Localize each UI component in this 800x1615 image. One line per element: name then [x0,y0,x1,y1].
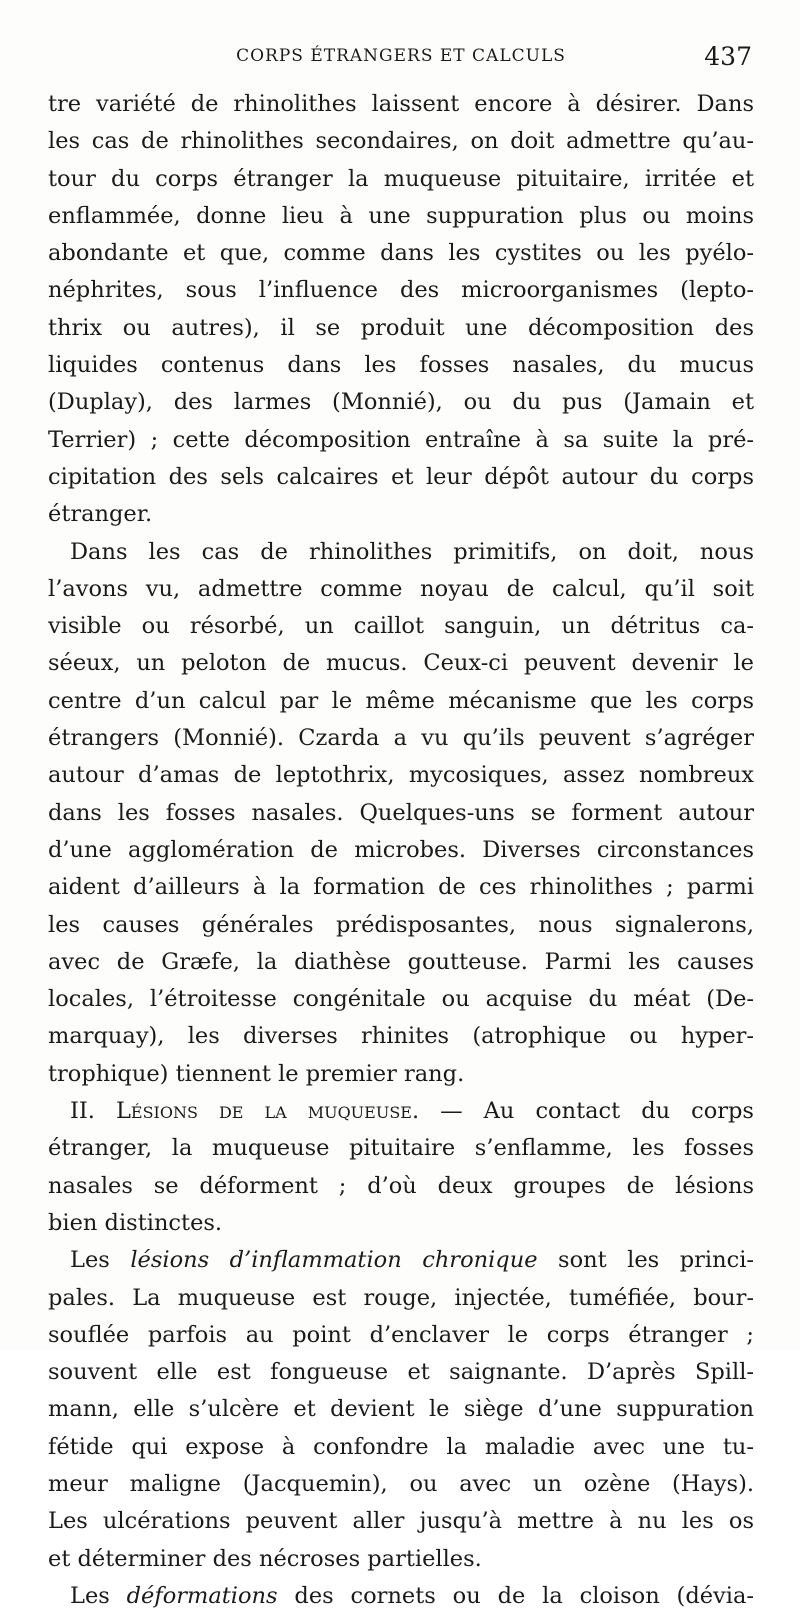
text-line: meur maligne (Jacquemin), ou avec un ozène (Hays). [48,1470,754,1497]
section-heading-continuation: — Au contact du corps [419,1098,754,1125]
text-line: autour d’amas de leptothrix, mycosiques, assez nombreux [48,762,754,789]
text-line: étranger, la muqueuse pituitaire s’enflamme, les fosses [48,1135,754,1162]
running-head [48,42,754,76]
text-line: aident d’ailleurs à la formation de ces rhinolithes ; parmi [48,874,754,901]
text-line: marquay), les diverses rhinites (atrophique ou hyper- [48,1023,754,1050]
text-line: d’une agglomération de microbes. Diverses circonstances [48,836,754,863]
text-line: séeux, un peloton de mucus. Ceux-ci peuvent devenir le [48,650,754,677]
text-line: les cas de rhinolithes secondaires, on doit admettre qu’au- [48,128,754,155]
text-line: étrangers (Monnié). Czarda a vu qu’ils peuvent s’agréger [48,725,754,752]
text-line: liquides contenus dans les fosses nasales, du mucus [48,352,754,379]
text-line: les causes générales prédisposantes, nous signalerons, [48,911,754,938]
text-line: avec de Græfe, la diathèse goutteuse. Parmi les causes [48,948,754,975]
text-line: et déterminer des nécroses partielles. [48,1545,482,1572]
text-line: souvent elle est fongueuse et saignante. D’après Spill- [48,1359,754,1386]
text-line: dans les fosses nasales. Quelques-uns se forment autour [48,799,754,826]
text-run: Les [70,1582,127,1609]
text-line: enflammée, donne lieu à une suppuration plus ou moins [48,202,754,229]
text-line: trophique) tiennent le premier rang. [48,1060,465,1087]
text-line: fétide qui expose à confondre la maladie avec une tu- [48,1433,754,1460]
text-run: Les [70,1247,131,1274]
text-line: Les ulcérations peuvent aller jusqu’à mettre à nu les os [48,1508,754,1535]
text-line: cipitation des sels calcaires et leur dépôt autour du corps [48,463,754,490]
italic-term: déformations [126,1582,278,1609]
text-line: tre variété de rhinolithes laissent encore à désirer. Dans [48,91,754,117]
section-heading-line [48,1093,754,1130]
italic-term: lésions d’inflammation chronique [130,1247,538,1274]
text-line: (Duplay), des larmes (Monnié), ou du pus (Jamain et [48,389,754,416]
running-title: CORPS ÉTRANGERS ET CALCULS [236,46,566,66]
paragraph-first-line [48,1242,754,1279]
text-line: mann, elle s’ulcère et devient le siège d’une suppuration [48,1396,754,1423]
text-line: bien distinctes. [48,1209,223,1236]
text-line: Terrier) ; cette décomposition entraîne à sa suite la pré- [48,426,754,453]
text-line: souflée parfois au point d’enclaver le corps étranger ; [48,1321,754,1348]
text-line: néphrites, sous l’influence des microorganismes (lepto- [48,277,754,304]
paragraph-first-line: Dans les cas de rhinolithes primitifs, on doit, nous [70,538,754,565]
text-line: tour du corps étranger la muqueuse pituitaire, irritée et [48,165,754,192]
text-line: visible ou résorbé, un caillot sanguin, un détritus ca- [48,613,754,640]
page-number: 437 [704,42,752,71]
body-text [48,86,754,1615]
paragraph-first-line [48,1578,754,1615]
text-line: locales, l’étroitesse congénitale ou acquise du méat (De- [48,986,754,1013]
section-heading: II. Lésions de la muqueuse. [70,1098,420,1125]
text-run: des cornets ou de la cloison (dévia- [277,1582,754,1609]
text-line: abondante et que, comme dans les cystites ou les pyélo- [48,240,754,267]
text-line: thrix ou autres), il se produit une décomposition des [48,314,754,341]
text-line: pales. La muqueuse est rouge, injectée, tuméfiée, bour- [48,1284,754,1311]
text-line: nasales se déforment ; d’où deux groupes de lésions [48,1172,754,1199]
text-line: centre d’un calcul par le même mécanisme que les corps [48,687,754,714]
text-run: sont les princi- [537,1247,754,1274]
text-line: l’avons vu, admettre comme noyau de calcul, qu’il soit [48,575,754,602]
text-line: étranger. [48,501,153,528]
